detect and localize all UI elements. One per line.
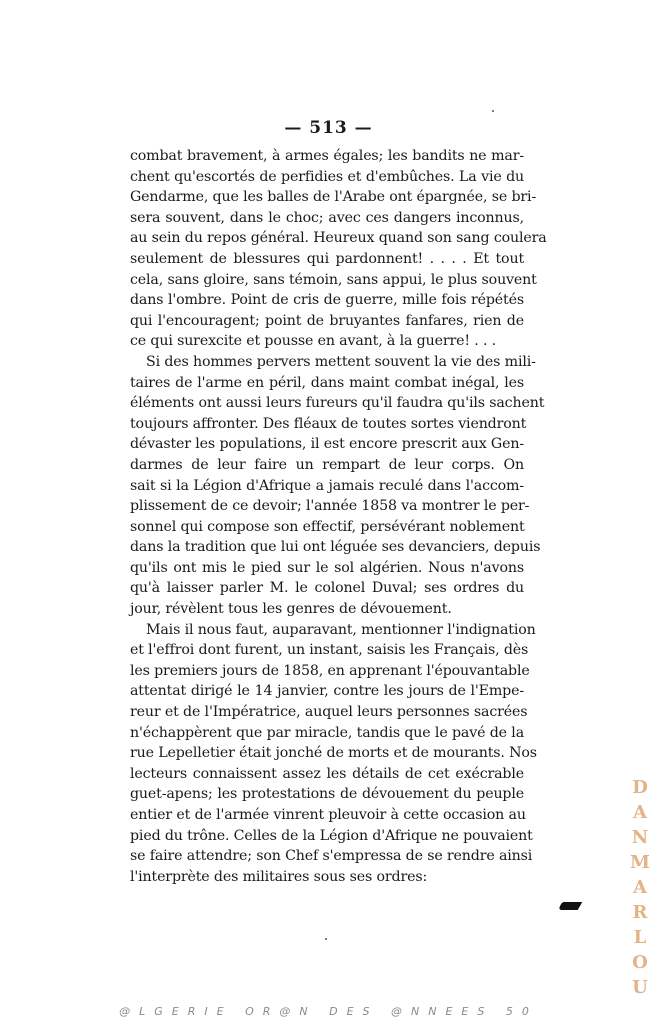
watermark-letter: R bbox=[632, 902, 648, 923]
text-line: ce qui surexcite et pousse en avant, à la guerre! . . . bbox=[130, 333, 497, 350]
watermark-letter: O bbox=[632, 952, 648, 973]
text-line: plissement de ce devoir; l'année 1858 va montrer le per- bbox=[130, 498, 530, 515]
text-line: sera souvent, dans le choc; avec ces dangers inconnus, bbox=[130, 209, 524, 226]
text-line: rue Lepelletier était jonché de morts et de mourants. Nos bbox=[130, 745, 537, 762]
text-line: Mais il nous faut, auparavant, mentionner l'indignation bbox=[146, 621, 536, 638]
text-line: dans la tradition que lui ont léguée ses devanciers, depuis bbox=[130, 539, 541, 556]
text-line: darmes de leur faire un rempart de leur corps. On bbox=[130, 456, 524, 473]
speck bbox=[492, 110, 494, 112]
text-line: l'interprète des militaires sous ses ordres: bbox=[130, 868, 428, 885]
text-line: se faire attendre; son Chef s'empressa de se rendre ainsi bbox=[130, 848, 533, 865]
text-line: qui l'encouragent; point de bruyantes fanfares, rien de bbox=[130, 312, 524, 329]
text-line: Si des hommes pervers mettent souvent la vie des mili- bbox=[146, 353, 536, 370]
body-text bbox=[130, 146, 547, 887]
text-line: taires de l'arme en péril, dans maint combat inégal, les bbox=[130, 374, 524, 391]
text-line: cela, sans gloire, sans témoin, sans appui, le plus souvent bbox=[130, 271, 537, 288]
text-line: n'échappèrent que par miracle, tandis que le pavé de la bbox=[130, 724, 524, 741]
text-line: reur et de l'Impératrice, auquel leurs personnes sacrées bbox=[130, 704, 528, 721]
text-line: attentat dirigé le 14 janvier, contre les jours de l'Empe- bbox=[130, 683, 524, 700]
text-line: entier et de l'armée vinrent pleuvoir à cette occasion au bbox=[130, 807, 526, 823]
watermark bbox=[629, 775, 651, 1000]
text-line: combat bravement, à armes égales; les bandits ne mar- bbox=[130, 148, 524, 164]
text-line: chent qu'escortés de perfidies et d'embûches. La vie du bbox=[130, 168, 524, 185]
text-line: au sein du repos général. Heureux quand son sang coulera bbox=[130, 230, 547, 247]
text-line: les premiers jours de 1858, en apprenant l'épouvantable bbox=[130, 662, 530, 679]
footer-caption: @LGERIE OR@N DES @NNEES 50 bbox=[119, 1005, 538, 1018]
text-line: jour, révèlent tous les genres de dévouement. bbox=[130, 601, 452, 618]
speck bbox=[325, 938, 327, 940]
text-line: lecteurs connaissent assez les détails de cet exécrable bbox=[130, 765, 524, 782]
text-line: guet-apens; les protestations de dévouement du peuple bbox=[130, 786, 524, 803]
page-number: — 513 — bbox=[284, 118, 373, 138]
text-line: Gendarme, que les balles de l'Arabe ont épargnée, se bri- bbox=[130, 189, 537, 206]
text-line: sonnel qui compose son effectif, persévérant noblement bbox=[130, 518, 525, 535]
text-line: pied du trône. Celles de la Légion d'Afrique ne pouvaient bbox=[130, 827, 533, 844]
watermark-letter: D bbox=[632, 777, 648, 798]
watermark-letter: N bbox=[631, 827, 649, 848]
watermark-letter: A bbox=[633, 802, 647, 823]
watermark-letter: M bbox=[630, 852, 650, 873]
text-line: sait si la Légion d'Afrique a jamais reculé dans l'accom- bbox=[130, 477, 524, 494]
watermark-letter: L bbox=[633, 927, 647, 948]
text-line: et l'effroi dont furent, un instant, saisis les Français, dès bbox=[130, 642, 529, 659]
text-line: toujours affronter. Des fléaux de toutes sortes viendront bbox=[130, 415, 527, 432]
text-line: éléments ont aussi leurs fureurs qu'il faudra qu'ils sachent bbox=[130, 395, 545, 412]
text-line: qu'ils ont mis le pied sur le sol algérien. Nous n'avons bbox=[130, 559, 524, 576]
text-line: dans l'ombre. Point de cris de guerre, mille fois répétés bbox=[130, 292, 524, 309]
text-line: qu'à laisser parler M. le colonel Duval; ses ordres du bbox=[130, 580, 524, 597]
ink-mark bbox=[558, 902, 583, 910]
text-line: seulement de blessures qui pardonnent! . . . . Et tout bbox=[130, 250, 524, 267]
watermark-letter: A bbox=[633, 877, 647, 898]
watermark-letter: U bbox=[632, 977, 648, 998]
text-line: dévaster les populations, il est encore prescrit aux Gen- bbox=[130, 436, 524, 453]
